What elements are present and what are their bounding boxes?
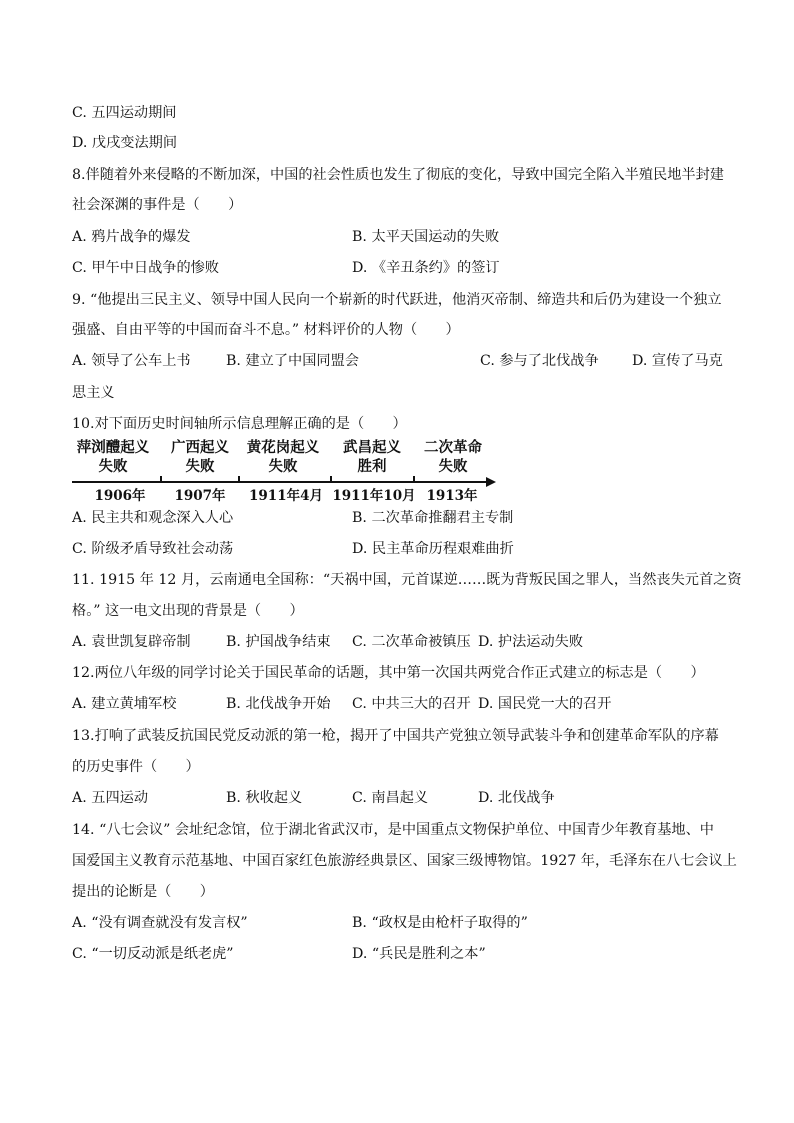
q11-option-a: A. 袁世凯复辟帝制 [72,634,191,650]
q11-stem-line1: 11. 1915 年 12 月，云南通电全国称：“天祸中国，元首谋逆……既为背叛民国之罪人，当然丧失元首之资 [72,572,742,588]
q9-option-d: D. 宣传了马克 [632,353,723,369]
q8-stem-line1: 8.伴随着外来侵略的不断加深，中国的社会性质也发生了彻底的变化，导致中国完全陷入半殖民地半封建 [72,167,724,183]
timeline-year-1: 1906年 [94,488,146,504]
q12-option-d: D. 国民党一大的召开 [478,696,612,712]
q10-option-d: D. 民主革命历程艰难曲折 [352,541,514,557]
q14-stem-line3: 提出的论断是（ ） [72,884,214,900]
q13-option-c: C. 南昌起义 [352,790,429,806]
timeline-tick [413,476,415,482]
q8-option-a: A. 鸦片战争的爆发 [72,229,191,245]
timeline-year-2: 1907年 [174,488,226,504]
q13-stem-line1: 13.打响了武装反抗国民党反动派的第一枪，揭开了中国共产党独立领导武装斗争和创建革命军队的序幕 [72,728,719,744]
timeline-event-2-name: 广西起义 [171,439,229,456]
q14-stem-line1: 14. “八七会议” 会址纪念馆，位于湖北省武汉市，是中国重点文物保护单位、中国青少年教育基地、中 [72,822,714,838]
q14-option-b: B. “政权是由枪杆子取得的” [352,915,528,931]
timeline-event-3-label [242,438,324,476]
timeline-event-4-result: 胜利 [357,458,387,475]
q9-option-c: C. 参与了北伐战争 [480,353,599,369]
q13-option-b: B. 秋收起义 [226,790,303,806]
q13-option-a: A. 五四运动 [72,790,149,806]
timeline-axis [72,481,490,483]
q9-stem-line1: 9. “他提出三民主义、领导中国人民向一个崭新的时代跃进，他消灭帝制、缔造共和后仍为建设一个独立 [72,292,722,308]
q10-option-c: C. 阶级矛盾导致社会动荡 [72,541,234,557]
q9-stem-line2: 强盛、自由平等的中国而奋斗不息。” 材料评价的人物（ ） [72,322,460,338]
q13-stem-line2: 的历史事件（ ） [72,759,200,775]
q9-option-b: B. 建立了中国同盟会 [226,353,359,369]
q14-option-a: A. “没有调查就没有发言权” [72,915,248,931]
timeline-event-3-name: 黄花岗起义 [246,439,320,456]
q9-option-a: A. 领导了公车上书 [72,353,191,369]
q14-stem-line2: 国爱国主义教育示范基地、中国百家红色旅游经典景区、国家三级博物馆。1927 年，毛泽东在八七会议上 [72,853,737,869]
timeline-event-2-result: 失败 [185,458,215,475]
timeline-tick [238,476,240,482]
timeline-event-3-result: 失败 [268,458,298,475]
timeline-arrow-icon [486,477,496,487]
timeline-year-5: 1913年 [426,488,478,504]
q13-option-d: D. 北伐战争 [478,790,555,806]
q12-option-c: C. 中共三大的召开 [352,696,471,712]
q12-stem: 12.两位八年级的同学讨论关于国民革命的话题，其中第一次国共两党合作正式建立的标志是（ ） [72,665,705,681]
q11-option-c: C. 二次革命被镇压 [352,634,471,650]
timeline-event-2-label [164,438,236,476]
q12-option-b: B. 北伐战争开始 [226,696,331,712]
q12-option-a: A. 建立黄埔军校 [72,696,177,712]
history-timeline [72,436,502,506]
timeline-event-5-label [416,438,490,476]
q10-stem: 10.对下面历史时间轴所示信息理解正确的是（ ） [72,416,407,432]
q8-option-b: B. 太平天国运动的失败 [352,229,500,245]
timeline-event-1-label [72,438,154,476]
timeline-year-3: 1911年4月 [249,488,323,504]
timeline-event-1-name: 萍浏醴起义 [76,439,150,456]
q14-option-d: D. “兵民是胜利之本” [352,946,486,962]
timeline-event-5-name: 二次革命 [424,439,482,456]
q11-option-d: D. 护法运动失败 [478,634,584,650]
q8-option-d: D. 《辛丑条约》的签订 [352,260,500,276]
q7-option-c: C. 五四运动期间 [72,105,177,121]
timeline-event-1-result: 失败 [98,458,128,475]
q8-stem-line2: 社会深渊的事件是（ ） [72,197,243,213]
timeline-tick [330,476,332,482]
q11-stem-line2: 格。” 这一电文出现的背景是（ ） [72,603,304,619]
timeline-year-4: 1911年10月 [332,488,416,504]
timeline-event-4-label [334,438,410,476]
q7-option-d: D. 戊戌变法期间 [72,135,178,151]
q14-option-c: C. “一切反动派是纸老虎” [72,946,234,962]
timeline-tick [160,476,162,482]
q10-option-b: B. 二次革命推翻君主专制 [352,510,514,526]
q11-option-b: B. 护国战争结束 [226,634,331,650]
q9-option-d-continued: 思主义 [72,385,115,401]
q10-option-a: A. 民主共和观念深入人心 [72,510,234,526]
timeline-event-4-name: 武昌起义 [343,439,401,456]
timeline-event-5-result: 失败 [438,458,468,475]
q8-option-c: C. 甲午中日战争的惨败 [72,260,220,276]
